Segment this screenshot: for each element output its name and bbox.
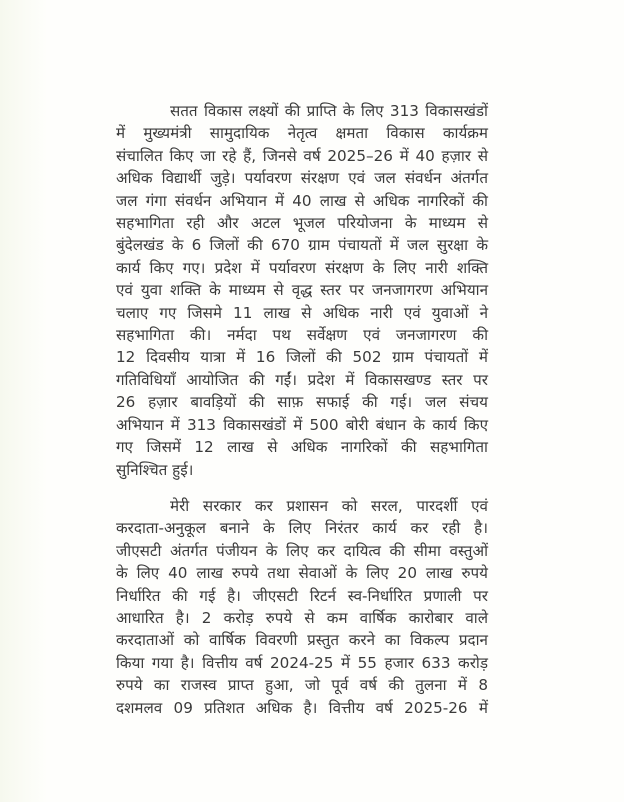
text-line: निर्धारित की गई है। जीएसटी रिटर्न स्व-निर्धारित प्रणाली पर (116, 586, 488, 605)
text-line: 26 हज़ार बावड़ियों की साफ़ सफाई की गई। जल संचय (116, 393, 488, 412)
text-line: सतत विकास लक्ष्यों की प्राप्ति के लिए 313 विकासखंडों (170, 102, 488, 120)
text-line: गए जिसमें 12 लाख से अधिक नागरिकों की सहभागिता (116, 438, 488, 457)
text-line: गतिविधियाँ आयोजित की गईं। प्रदेश में विकासखण्ड स्तर पर (116, 370, 488, 389)
text-line: किया गया है। वित्तीय वर्ष 2024-25 में 55 हजार 633 करोड़ (116, 653, 488, 672)
text-line: सहभागिता रही और अटल भूजल परियोजना के माध्यम से (116, 214, 488, 233)
text-line: रुपये का राजस्व प्राप्त हुआ, जो पूर्व वर्ष की तुलना में 8 (116, 676, 488, 695)
paragraph-sustainable-development (116, 100, 488, 481)
text-line: अभियान में 313 विकासखंडों में 500 बोरी बंधान के कार्य किए (116, 415, 488, 434)
text-line: संचालित किए जा रहे हैं, जिनसे वर्ष 2025–26 में 40 हज़ार से (116, 146, 488, 165)
document-page (116, 100, 488, 719)
text-line: जल गंगा संवर्धन अभियान में 40 लाख से अधिक नागरिकों की (116, 191, 488, 210)
text-line: करदाता-अनुकूल बनाने के लिए निरंतर कार्य कर रही है। (116, 519, 488, 538)
text-line: बुंदेलखंड के 6 जिलों की 670 ग्राम पंचायतों में जल सुरक्षा के (116, 236, 488, 255)
text-line: आधारित है। 2 करोड़ रुपये से कम वार्षिक कारोबार वाले (116, 608, 488, 627)
text-line: अधिक विद्यार्थी जुड़े। पर्यावरण संरक्षण एवं जल संवर्धन अंतर्गत (116, 169, 488, 188)
text-line: कार्य किए गए। प्रदेश में पर्यावरण संरक्षण के लिए नारी शक्ति (116, 258, 488, 277)
text-line: करदाताओं को वार्षिक विवरणी प्रस्तुत करने का विकल्प प्रदान (116, 631, 488, 650)
text-line: में मुख्यमंत्री सामुदायिक नेतृत्व क्षमता विकास कार्यक्रम (116, 124, 488, 143)
text-line: सहभागिता की। नर्मदा पथ सर्वेक्षण एवं जनजागरण की (116, 326, 488, 345)
text-line: दशमलव 09 प्रतिशत अधिक है। वित्तीय वर्ष 2025-26 में (116, 698, 488, 717)
text-line: जीएसटी अंतर्गत पंजीयन के लिए कर दायित्व की सीमा वस्तुओं (116, 541, 488, 560)
text-line: के लिए 40 लाख रुपये तथा सेवाओं के लिए 20 लाख रुपये (116, 564, 488, 583)
text-line: एवं युवा शक्ति के माध्यम से वृद्ध स्तर पर जनजागरण अभियान (116, 281, 488, 300)
text-line: चलाए गए जिसमे 11 लाख से अधिक नारी एवं युवाओं ने (116, 303, 488, 322)
text-line: 12 दिवसीय यात्रा में 16 जिलों की 502 ग्राम पंचायतों में (116, 348, 488, 367)
text-line: मेरी सरकार कर प्रशासन को सरल, पारदर्शी एवं (170, 496, 488, 515)
paragraph-tax-administration (116, 495, 488, 719)
text-line: सुनिश्चित हुई। (116, 460, 194, 479)
scan-edge-shadow (0, 0, 48, 802)
